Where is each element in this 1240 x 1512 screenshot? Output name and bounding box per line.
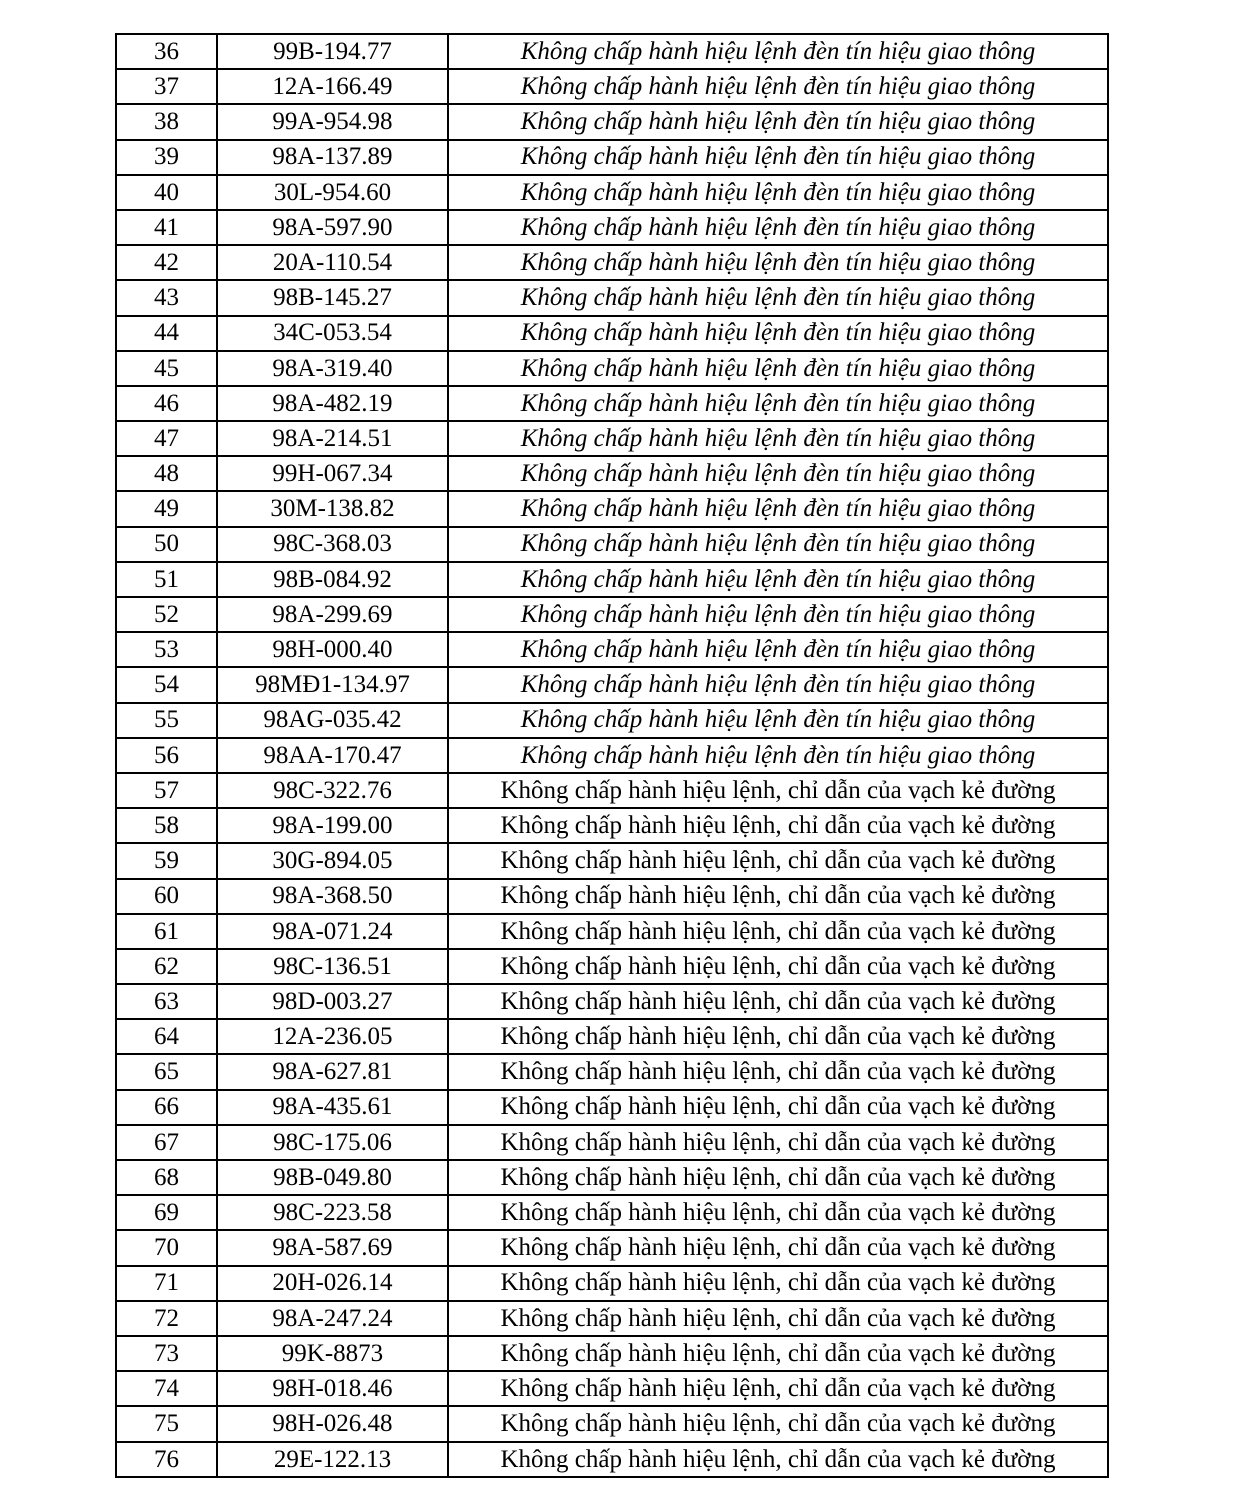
table-row [116, 1371, 1108, 1406]
row-number-cell: 66 [116, 1090, 217, 1125]
row-number-cell: 73 [116, 1336, 217, 1371]
plate-number-cell: 98A-137.89 [217, 140, 448, 175]
table-row [116, 1090, 1108, 1125]
row-number-cell: 55 [116, 703, 217, 738]
row-number-cell: 52 [116, 597, 217, 632]
table-row [116, 456, 1108, 491]
table-row [116, 667, 1108, 702]
plate-number-cell: 98AG-035.42 [217, 703, 448, 738]
table-row [116, 1019, 1108, 1054]
plate-number-cell: 98A-299.69 [217, 597, 448, 632]
violation-cell: Không chấp hành hiệu lệnh đèn tín hiệu giao thông [448, 562, 1108, 597]
violation-cell: Không chấp hành hiệu lệnh đèn tín hiệu giao thông [448, 738, 1108, 773]
row-number-cell: 70 [116, 1230, 217, 1265]
row-number-cell: 54 [116, 667, 217, 702]
row-number-cell: 67 [116, 1125, 217, 1160]
row-number-cell: 50 [116, 527, 217, 562]
plate-number-cell: 99B-194.77 [217, 34, 448, 69]
violations-table [115, 33, 1109, 1478]
violation-cell: Không chấp hành hiệu lệnh, chỉ dẫn của vạch kẻ đường [448, 1090, 1108, 1125]
violation-cell: Không chấp hành hiệu lệnh đèn tín hiệu giao thông [448, 69, 1108, 104]
table-row [116, 1230, 1108, 1265]
plate-number-cell: 98H-026.48 [217, 1406, 448, 1441]
table-row [116, 914, 1108, 949]
table-row [116, 597, 1108, 632]
plate-number-cell: 98C-322.76 [217, 773, 448, 808]
row-number-cell: 68 [116, 1160, 217, 1195]
table-row [116, 386, 1108, 421]
plate-number-cell: 98B-145.27 [217, 280, 448, 315]
row-number-cell: 49 [116, 491, 217, 526]
row-number-cell: 48 [116, 456, 217, 491]
table-row [116, 703, 1108, 738]
plate-number-cell: 20A-110.54 [217, 245, 448, 280]
row-number-cell: 61 [116, 914, 217, 949]
row-number-cell: 57 [116, 773, 217, 808]
violation-cell: Không chấp hành hiệu lệnh, chỉ dẫn của vạch kẻ đường [448, 1019, 1108, 1054]
plate-number-cell: 98D-003.27 [217, 984, 448, 1019]
violation-cell: Không chấp hành hiệu lệnh đèn tín hiệu giao thông [448, 527, 1108, 562]
table-row [116, 69, 1108, 104]
violation-cell: Không chấp hành hiệu lệnh đèn tín hiệu giao thông [448, 491, 1108, 526]
violation-cell: Không chấp hành hiệu lệnh, chỉ dẫn của vạch kẻ đường [448, 1054, 1108, 1089]
table-row [116, 1195, 1108, 1230]
row-number-cell: 64 [116, 1019, 217, 1054]
plate-number-cell: 30L-954.60 [217, 175, 448, 210]
table-row [116, 1054, 1108, 1089]
table-row [116, 210, 1108, 245]
table-row [116, 1406, 1108, 1441]
row-number-cell: 37 [116, 69, 217, 104]
violation-cell: Không chấp hành hiệu lệnh, chỉ dẫn của vạch kẻ đường [448, 1125, 1108, 1160]
violation-cell: Không chấp hành hiệu lệnh, chỉ dẫn của vạch kẻ đường [448, 1406, 1108, 1441]
row-number-cell: 58 [116, 808, 217, 843]
plate-number-cell: 99A-954.98 [217, 104, 448, 139]
table-row [116, 843, 1108, 878]
plate-number-cell: 98AA-170.47 [217, 738, 448, 773]
table-row [116, 351, 1108, 386]
table-row [116, 421, 1108, 456]
plate-number-cell: 98H-018.46 [217, 1371, 448, 1406]
row-number-cell: 44 [116, 316, 217, 351]
row-number-cell: 65 [116, 1054, 217, 1089]
violation-cell: Không chấp hành hiệu lệnh, chỉ dẫn của vạch kẻ đường [448, 914, 1108, 949]
plate-number-cell: 98A-435.61 [217, 1090, 448, 1125]
violation-cell: Không chấp hành hiệu lệnh, chỉ dẫn của vạch kẻ đường [448, 773, 1108, 808]
violation-cell: Không chấp hành hiệu lệnh, chỉ dẫn của vạch kẻ đường [448, 843, 1108, 878]
table-row [116, 175, 1108, 210]
row-number-cell: 59 [116, 843, 217, 878]
violation-cell: Không chấp hành hiệu lệnh, chỉ dẫn của vạch kẻ đường [448, 1442, 1108, 1478]
plate-number-cell: 98H-000.40 [217, 632, 448, 667]
violation-cell: Không chấp hành hiệu lệnh đèn tín hiệu giao thông [448, 280, 1108, 315]
plate-number-cell: 20H-026.14 [217, 1266, 448, 1301]
plate-number-cell: 98A-071.24 [217, 914, 448, 949]
violation-cell: Không chấp hành hiệu lệnh, chỉ dẫn của vạch kẻ đường [448, 1230, 1108, 1265]
plate-number-cell: 34C-053.54 [217, 316, 448, 351]
table-row [116, 808, 1108, 843]
row-number-cell: 40 [116, 175, 217, 210]
row-number-cell: 63 [116, 984, 217, 1019]
violation-cell: Không chấp hành hiệu lệnh, chỉ dẫn của vạch kẻ đường [448, 984, 1108, 1019]
plate-number-cell: 98B-049.80 [217, 1160, 448, 1195]
table-row [116, 245, 1108, 280]
row-number-cell: 46 [116, 386, 217, 421]
plate-number-cell: 29E-122.13 [217, 1442, 448, 1478]
violation-cell: Không chấp hành hiệu lệnh, chỉ dẫn của vạch kẻ đường [448, 949, 1108, 984]
table-row [116, 1266, 1108, 1301]
table-row [116, 1336, 1108, 1371]
violation-cell: Không chấp hành hiệu lệnh, chỉ dẫn của vạch kẻ đường [448, 1301, 1108, 1336]
table-row [116, 316, 1108, 351]
violation-cell: Không chấp hành hiệu lệnh đèn tín hiệu giao thông [448, 140, 1108, 175]
plate-number-cell: 98C-175.06 [217, 1125, 448, 1160]
table-row [116, 632, 1108, 667]
table-row [116, 104, 1108, 139]
violation-cell: Không chấp hành hiệu lệnh, chỉ dẫn của vạch kẻ đường [448, 1336, 1108, 1371]
row-number-cell: 71 [116, 1266, 217, 1301]
row-number-cell: 45 [116, 351, 217, 386]
violation-cell: Không chấp hành hiệu lệnh đèn tín hiệu giao thông [448, 104, 1108, 139]
row-number-cell: 74 [116, 1371, 217, 1406]
violation-cell: Không chấp hành hiệu lệnh đèn tín hiệu giao thông [448, 632, 1108, 667]
table-row [116, 140, 1108, 175]
table-row [116, 879, 1108, 914]
violation-cell: Không chấp hành hiệu lệnh đèn tín hiệu giao thông [448, 34, 1108, 69]
table-row [116, 527, 1108, 562]
plate-number-cell: 98C-223.58 [217, 1195, 448, 1230]
violation-cell: Không chấp hành hiệu lệnh đèn tín hiệu giao thông [448, 351, 1108, 386]
plate-number-cell: 99K-8873 [217, 1336, 448, 1371]
plate-number-cell: 98A-247.24 [217, 1301, 448, 1336]
plate-number-cell: 98A-319.40 [217, 351, 448, 386]
table-row [116, 1160, 1108, 1195]
violation-cell: Không chấp hành hiệu lệnh đèn tín hiệu giao thông [448, 210, 1108, 245]
row-number-cell: 60 [116, 879, 217, 914]
row-number-cell: 36 [116, 34, 217, 69]
table-row [116, 738, 1108, 773]
violation-cell: Không chấp hành hiệu lệnh, chỉ dẫn của vạch kẻ đường [448, 808, 1108, 843]
violation-cell: Không chấp hành hiệu lệnh đèn tín hiệu giao thông [448, 597, 1108, 632]
table-row [116, 491, 1108, 526]
row-number-cell: 72 [116, 1301, 217, 1336]
table-row [116, 984, 1108, 1019]
plate-number-cell: 98A-482.19 [217, 386, 448, 421]
plate-number-cell: 30M-138.82 [217, 491, 448, 526]
row-number-cell: 75 [116, 1406, 217, 1441]
row-number-cell: 56 [116, 738, 217, 773]
row-number-cell: 76 [116, 1442, 217, 1478]
plate-number-cell: 98A-597.90 [217, 210, 448, 245]
plate-number-cell: 98A-587.69 [217, 1230, 448, 1265]
plate-number-cell: 30G-894.05 [217, 843, 448, 878]
table-row [116, 773, 1108, 808]
violation-cell: Không chấp hành hiệu lệnh, chỉ dẫn của vạch kẻ đường [448, 1266, 1108, 1301]
plate-number-cell: 98A-214.51 [217, 421, 448, 456]
violation-cell: Không chấp hành hiệu lệnh đèn tín hiệu giao thông [448, 386, 1108, 421]
violation-cell: Không chấp hành hiệu lệnh, chỉ dẫn của vạch kẻ đường [448, 1371, 1108, 1406]
violation-cell: Không chấp hành hiệu lệnh đèn tín hiệu giao thông [448, 421, 1108, 456]
violation-cell: Không chấp hành hiệu lệnh đèn tín hiệu giao thông [448, 316, 1108, 351]
row-number-cell: 42 [116, 245, 217, 280]
table-row [116, 280, 1108, 315]
row-number-cell: 51 [116, 562, 217, 597]
table-row [116, 562, 1108, 597]
violation-cell: Không chấp hành hiệu lệnh đèn tín hiệu giao thông [448, 245, 1108, 280]
row-number-cell: 62 [116, 949, 217, 984]
violation-cell: Không chấp hành hiệu lệnh, chỉ dẫn của vạch kẻ đường [448, 1160, 1108, 1195]
plate-number-cell: 98A-368.50 [217, 879, 448, 914]
row-number-cell: 43 [116, 280, 217, 315]
violation-cell: Không chấp hành hiệu lệnh, chỉ dẫn của vạch kẻ đường [448, 1195, 1108, 1230]
table-row [116, 1442, 1108, 1478]
plate-number-cell: 98B-084.92 [217, 562, 448, 597]
plate-number-cell: 12A-166.49 [217, 69, 448, 104]
row-number-cell: 41 [116, 210, 217, 245]
violations-table-body [116, 34, 1108, 1477]
plate-number-cell: 99H-067.34 [217, 456, 448, 491]
row-number-cell: 47 [116, 421, 217, 456]
row-number-cell: 39 [116, 140, 217, 175]
table-row [116, 34, 1108, 69]
plate-number-cell: 98A-627.81 [217, 1054, 448, 1089]
violation-cell: Không chấp hành hiệu lệnh đèn tín hiệu giao thông [448, 456, 1108, 491]
row-number-cell: 53 [116, 632, 217, 667]
plate-number-cell: 98MĐ1-134.97 [217, 667, 448, 702]
plate-number-cell: 98C-368.03 [217, 527, 448, 562]
plate-number-cell: 12A-236.05 [217, 1019, 448, 1054]
violation-cell: Không chấp hành hiệu lệnh đèn tín hiệu giao thông [448, 667, 1108, 702]
violation-cell: Không chấp hành hiệu lệnh đèn tín hiệu giao thông [448, 175, 1108, 210]
table-row [116, 1125, 1108, 1160]
violation-cell: Không chấp hành hiệu lệnh đèn tín hiệu giao thông [448, 703, 1108, 738]
plate-number-cell: 98C-136.51 [217, 949, 448, 984]
plate-number-cell: 98A-199.00 [217, 808, 448, 843]
table-row [116, 949, 1108, 984]
row-number-cell: 38 [116, 104, 217, 139]
violation-cell: Không chấp hành hiệu lệnh, chỉ dẫn của vạch kẻ đường [448, 879, 1108, 914]
row-number-cell: 69 [116, 1195, 217, 1230]
table-row [116, 1301, 1108, 1336]
